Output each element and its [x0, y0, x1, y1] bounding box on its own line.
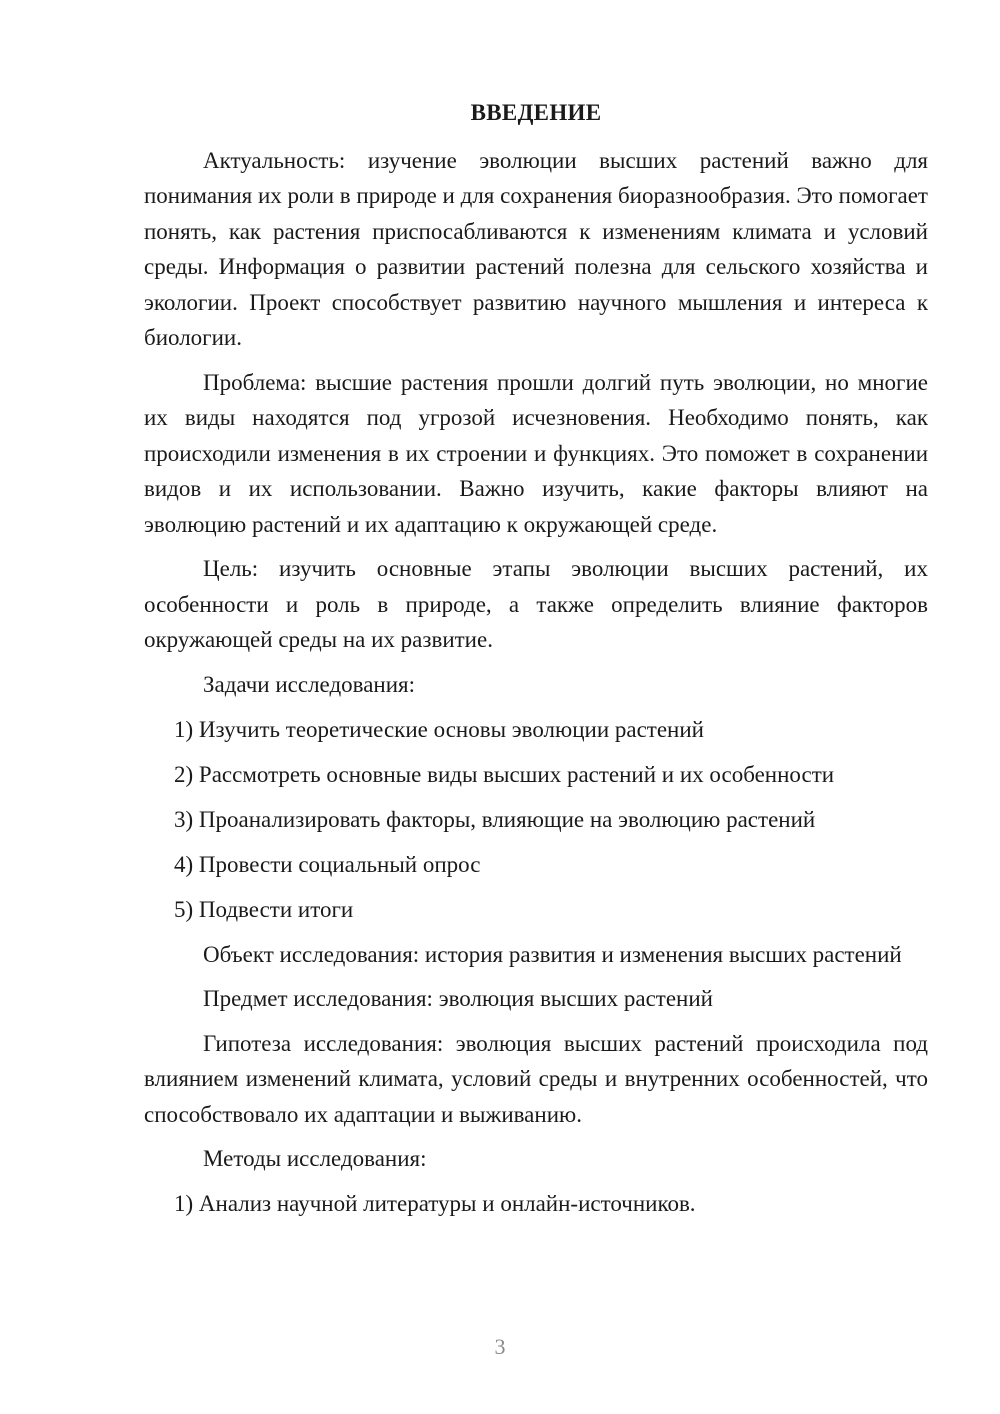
relevance-paragraph: Актуальность: изучение эволюции высших растений важно для понимания их роли в природе и для сохранения биоразнообразия. Это помогает понять, как растения приспосабливаются к изменениям климата и условий среды. Информация о развитии растений полезна для сельского хозяйства и экологии. Проект способствует развитию научного мышления и интереса к биологии.: [144, 147, 928, 350]
tasks-list: [144, 712, 928, 928]
subject-paragraph: Предмет исследования: эволюция высших растений: [203, 986, 713, 1011]
list-item: 2) Рассмотреть основные виды высших растений и их особенности: [174, 761, 835, 787]
document-page: [144, 95, 928, 1231]
tasks-heading: Задачи исследования:: [203, 671, 416, 697]
list-item: 3) Проанализировать факторы, влияющие на эволюцию растений: [174, 806, 816, 832]
list-item: 1) Анализ научной литературы и онлайн-источников.: [174, 1191, 696, 1216]
hypothesis-paragraph: Гипотеза исследования: эволюция высших растений происходила под влиянием изменений климата, условий среды и внутренних особенностей, что способствовало их адаптации и выживанию.: [144, 1030, 928, 1127]
list-item: 5) Подвести итоги: [174, 896, 354, 922]
problem-paragraph: Проблема: высшие растения прошли долгий путь эволюции, но многие их виды находятся под угрозой исчезновения. Необходимо понять, как происходили изменения в их строении и функциях. Это поможет в сохранении видов и их использовании. Важно изучить, какие факторы влияют на эволюцию растений и их адаптацию к окружающей среде.: [144, 369, 928, 537]
methods-list: [144, 1186, 928, 1222]
page-title: ВВЕДЕНИЕ: [470, 100, 602, 125]
goal-paragraph: Цель: изучить основные этапы эволюции высших растений, их особенности и роль в природе, а также определить влияние факторов окружающей среды на их развитие.: [144, 556, 928, 652]
object-paragraph: Объект исследования: история развития и изменения высших растений: [203, 941, 902, 967]
page-number: 3: [494, 1334, 506, 1359]
methods-heading: Методы исследования:: [203, 1146, 427, 1171]
list-item: 4) Провести социальный опрос: [174, 851, 481, 877]
list-item: 1) Изучить теоретические основы эволюции растений: [174, 716, 704, 742]
